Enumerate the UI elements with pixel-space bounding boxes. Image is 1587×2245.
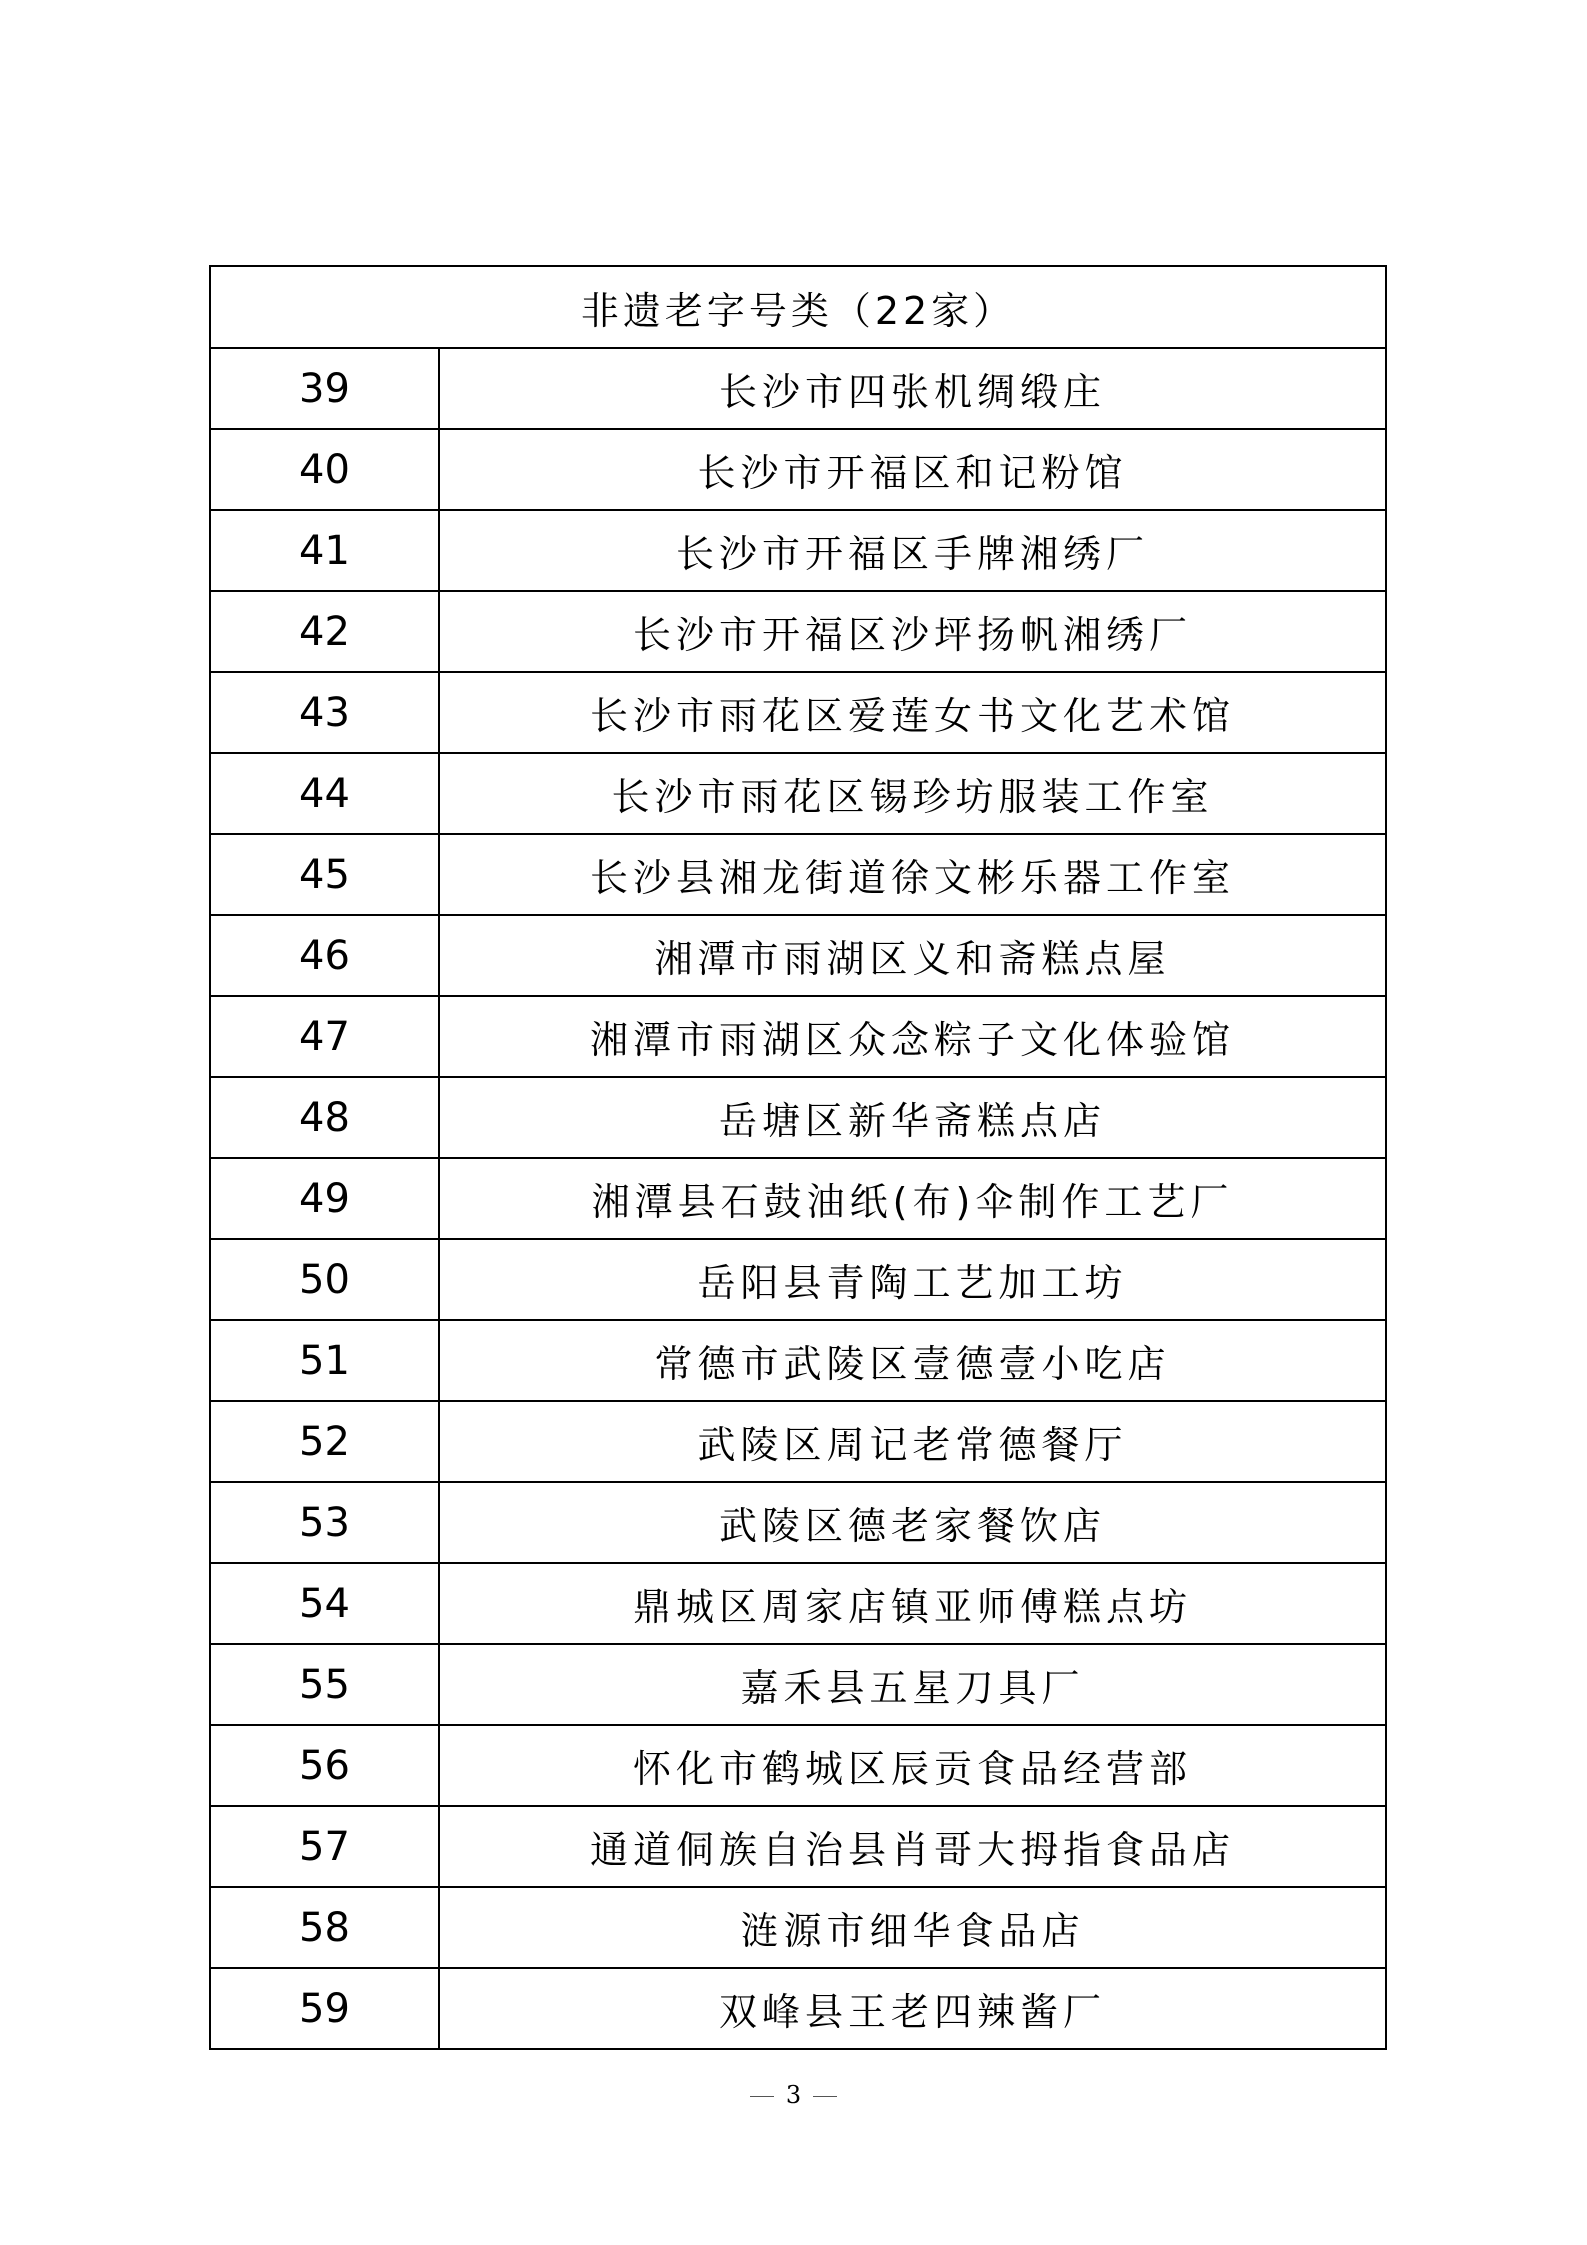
row-number: 48 — [210, 1077, 439, 1158]
row-number: 53 — [210, 1482, 439, 1563]
table-row — [210, 1077, 1386, 1158]
business-name: 岳塘区新华斋糕点店 — [439, 1077, 1386, 1158]
page-footer — [0, 2081, 1587, 2109]
row-number: 50 — [210, 1239, 439, 1320]
business-name: 湘潭县石鼓油纸(布)伞制作工艺厂 — [439, 1158, 1386, 1239]
section-title: 非遗老字号类（22家） — [210, 266, 1386, 348]
row-number: 58 — [210, 1887, 439, 1968]
row-number: 56 — [210, 1725, 439, 1806]
business-name: 岳阳县青陶工艺加工坊 — [439, 1239, 1386, 1320]
row-number: 55 — [210, 1644, 439, 1725]
row-number: 44 — [210, 753, 439, 834]
table-row — [210, 510, 1386, 591]
row-number: 47 — [210, 996, 439, 1077]
page-number: 3 — [785, 2081, 802, 2109]
table-row — [210, 1158, 1386, 1239]
row-number: 46 — [210, 915, 439, 996]
business-name: 武陵区德老家餐饮店 — [439, 1482, 1386, 1563]
business-name: 长沙市开福区沙坪扬帆湘绣厂 — [439, 591, 1386, 672]
footer-dash-right — [813, 2096, 837, 2097]
table-row — [210, 672, 1386, 753]
table-row — [210, 1401, 1386, 1482]
row-number: 39 — [210, 348, 439, 429]
business-name: 嘉禾县五星刀具厂 — [439, 1644, 1386, 1725]
row-number: 45 — [210, 834, 439, 915]
footer-dash-left — [750, 2096, 774, 2097]
table-row — [210, 429, 1386, 510]
business-list-table — [209, 265, 1387, 2050]
table-row — [210, 1482, 1386, 1563]
business-name: 常德市武陵区壹德壹小吃店 — [439, 1320, 1386, 1401]
table-row — [210, 1968, 1386, 2049]
row-number: 40 — [210, 429, 439, 510]
business-name: 长沙县湘龙街道徐文彬乐器工作室 — [439, 834, 1386, 915]
business-name: 长沙市雨花区爱莲女书文化艺术馆 — [439, 672, 1386, 753]
business-name: 双峰县王老四辣酱厂 — [439, 1968, 1386, 2049]
table-row — [210, 1644, 1386, 1725]
business-name: 怀化市鹤城区辰贡食品经营部 — [439, 1725, 1386, 1806]
table-row — [210, 1887, 1386, 1968]
business-name: 长沙市开福区手牌湘绣厂 — [439, 510, 1386, 591]
table-row — [210, 915, 1386, 996]
row-number: 57 — [210, 1806, 439, 1887]
business-name: 长沙市四张机绸缎庄 — [439, 348, 1386, 429]
business-name: 鼎城区周家店镇亚师傅糕点坊 — [439, 1563, 1386, 1644]
table-row — [210, 996, 1386, 1077]
row-number: 52 — [210, 1401, 439, 1482]
table-row — [210, 753, 1386, 834]
business-name: 涟源市细华食品店 — [439, 1887, 1386, 1968]
business-name: 长沙市雨花区锡珍坊服装工作室 — [439, 753, 1386, 834]
table-body — [210, 348, 1386, 2049]
row-number: 49 — [210, 1158, 439, 1239]
table-row — [210, 1320, 1386, 1401]
business-name: 武陵区周记老常德餐厅 — [439, 1401, 1386, 1482]
row-number: 59 — [210, 1968, 439, 2049]
row-number: 51 — [210, 1320, 439, 1401]
table-row — [210, 1563, 1386, 1644]
business-name: 通道侗族自治县肖哥大拇指食品店 — [439, 1806, 1386, 1887]
table-row — [210, 1806, 1386, 1887]
row-number: 54 — [210, 1563, 439, 1644]
table-row — [210, 348, 1386, 429]
row-number: 41 — [210, 510, 439, 591]
business-name: 湘潭市雨湖区义和斋糕点屋 — [439, 915, 1386, 996]
business-name: 湘潭市雨湖区众念粽子文化体验馆 — [439, 996, 1386, 1077]
table-row — [210, 1725, 1386, 1806]
row-number: 42 — [210, 591, 439, 672]
table-row — [210, 1239, 1386, 1320]
table-row — [210, 591, 1386, 672]
business-name: 长沙市开福区和记粉馆 — [439, 429, 1386, 510]
table-row — [210, 834, 1386, 915]
row-number: 43 — [210, 672, 439, 753]
